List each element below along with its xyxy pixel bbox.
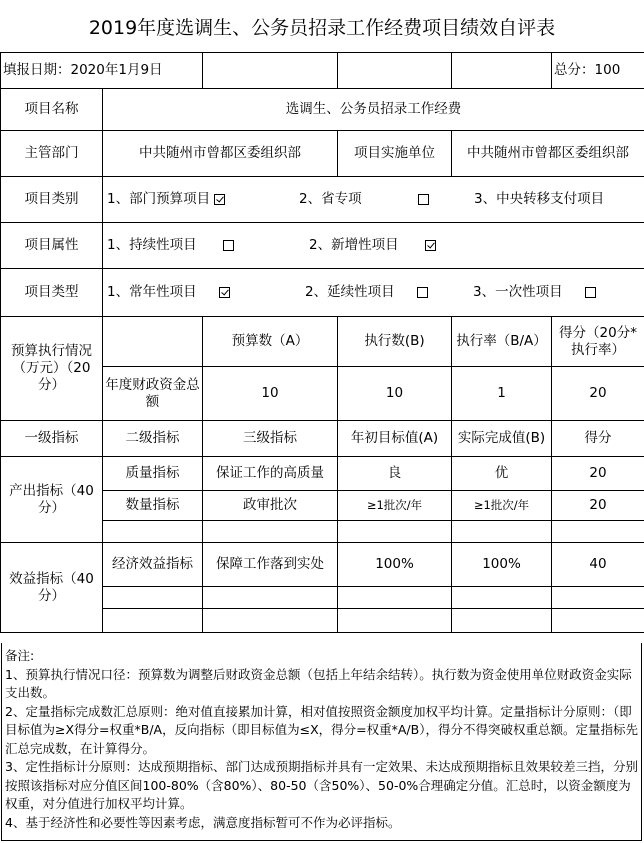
fill-date: 填报日期：2020年1月9日 xyxy=(1,53,203,89)
output-indicator-label: 产出指标（40分） xyxy=(1,457,103,543)
category-option-2[interactable]: 2、省专项 xyxy=(299,191,474,208)
output-level2: 数量指标 xyxy=(103,491,203,521)
benefit-level3: 保障工作落到实处 xyxy=(203,543,338,587)
ind-head-target: 年初目标值(A) xyxy=(338,421,452,457)
benefit-indicator-label: 效益指标（40分） xyxy=(1,543,103,633)
output-level3: 保证工作的高质量 xyxy=(203,457,338,491)
type-option-1[interactable]: 1、常年性项目 xyxy=(107,284,305,301)
blank-cell xyxy=(103,587,203,609)
rate-value: 1 xyxy=(452,367,552,421)
budget-value: 10 xyxy=(203,367,338,421)
evaluation-table xyxy=(0,52,644,633)
checkbox-checked-icon[interactable] xyxy=(425,240,436,251)
output-actual: 优 xyxy=(452,457,552,491)
blank-cell xyxy=(452,53,552,89)
benefit-actual: 100% xyxy=(452,543,552,587)
blank-cell xyxy=(338,53,452,89)
blank-cell xyxy=(203,587,338,609)
output-level3: 政审批次 xyxy=(203,491,338,521)
note-line: 3、定性指标计分原则：达成预期指标、部门达成预期指标并具有一定效果、未达成预期指标且效果较差三挡，分别按照该指标对应分值区间100-80%（含80%）、80-50（含50%）、50-0%合理确定分值。汇总时，以资金额度为权重，对分值进行加权平均计算。 xyxy=(5,759,638,811)
output-level2: 质量指标 xyxy=(103,457,203,491)
ind-head-level2: 二级指标 xyxy=(103,421,203,457)
blank-cell xyxy=(552,587,644,609)
blank-cell xyxy=(452,609,552,633)
budget-col-score: 得分（20分*执行率） xyxy=(552,317,644,367)
blank-cell xyxy=(103,317,203,367)
budget-col-exec: 执行数(B) xyxy=(338,317,452,367)
blank-cell xyxy=(338,587,452,609)
exec-value: 10 xyxy=(338,367,452,421)
notes-section xyxy=(1,643,642,841)
output-actual: ≥1批次/年 xyxy=(452,491,552,521)
checkbox-checked-icon[interactable] xyxy=(219,287,230,298)
ind-head-level3: 三级指标 xyxy=(203,421,338,457)
attribute-option-2[interactable]: 2、新增性项目 xyxy=(309,237,436,254)
blank-cell xyxy=(338,609,452,633)
note-line: 4、基于经济性和必要性等因素考虑，满意度指标暂可不作为必评指标。 xyxy=(5,814,401,830)
impl-value: 中共随州市曾都区委组织部 xyxy=(452,131,644,177)
blank-cell xyxy=(103,609,203,633)
checkbox-checked-icon[interactable] xyxy=(214,194,225,205)
ind-head-score: 得分 xyxy=(552,421,644,457)
output-score: 20 xyxy=(552,491,644,521)
checkbox-icon[interactable] xyxy=(585,287,596,298)
attribute-option-1[interactable]: 1、持续性项目 xyxy=(107,237,309,254)
benefit-level2: 经济效益指标 xyxy=(103,543,203,587)
ind-head-actual: 实际完成值(B) xyxy=(452,421,552,457)
checkbox-icon[interactable] xyxy=(417,287,428,298)
note-line: 2、定量指标完成数汇总原则：绝对值直接累加计算，相对值按照资金额度加权平均计算。定量指标计分原则：（即目标值为≥X得分=权重*B/A，反向指标（即目标值为≤X，得分=权重*A/B），得分不得突破权重总额。定量指标先汇总完成数，在计算得分。 xyxy=(5,703,638,756)
budget-label: 预算执行情况（万元）（20分） xyxy=(1,317,103,421)
attribute-label: 项目属性 xyxy=(1,223,103,269)
score-value: 20 xyxy=(552,367,644,421)
category-options xyxy=(103,177,644,223)
checkbox-icon[interactable] xyxy=(223,240,234,251)
budget-col-rate: 执行率（B/A） xyxy=(452,317,552,367)
output-score: 20 xyxy=(552,457,644,491)
type-options xyxy=(103,269,644,317)
total-score: 总分：100 xyxy=(552,53,644,89)
dept-label: 主管部门 xyxy=(1,131,103,177)
category-option-1[interactable]: 1、部门预算项目 xyxy=(107,191,299,208)
type-option-3[interactable]: 3、一次性项目 xyxy=(473,284,596,301)
form-title: 2019年度选调生、公务员招录工作经费项目绩效自评表 xyxy=(88,16,556,39)
category-label: 项目类别 xyxy=(1,177,103,223)
blank-cell xyxy=(552,521,644,543)
notes-title: 备注: xyxy=(5,648,35,663)
blank-cell xyxy=(452,587,552,609)
budget-row-label: 年度财政资金总额 xyxy=(103,367,203,421)
blank-cell xyxy=(552,609,644,633)
ind-head-level1: 一级指标 xyxy=(1,421,103,457)
benefit-target: 100% xyxy=(338,543,452,587)
blank-cell xyxy=(452,521,552,543)
note-line: 1、预算执行情况口径：预算数为调整后财政资金总额（包括上年结余结转）。执行数为资金使用单位财政资金实际支出数。 xyxy=(5,666,632,700)
type-label: 项目类型 xyxy=(1,269,103,317)
blank-cell xyxy=(203,521,338,543)
impl-label: 项目实施单位 xyxy=(338,131,452,177)
checkbox-icon[interactable] xyxy=(418,194,429,205)
budget-col-budget: 预算数（A） xyxy=(203,317,338,367)
category-option-3[interactable]: 3、中央转移支付项目 xyxy=(474,191,605,208)
dept-value: 中共随州市曾都区委组织部 xyxy=(103,131,338,177)
blank-cell xyxy=(203,53,338,89)
attribute-options xyxy=(103,223,644,269)
type-option-2[interactable]: 2、延续性项目 xyxy=(305,284,473,301)
project-name-label: 项目名称 xyxy=(1,89,103,131)
blank-cell xyxy=(203,609,338,633)
blank-cell xyxy=(103,521,203,543)
benefit-score: 40 xyxy=(552,543,644,587)
blank-cell xyxy=(338,521,452,543)
output-target: ≥1批次/年 xyxy=(338,491,452,521)
output-target: 良 xyxy=(338,457,452,491)
project-name-value: 选调生、公务员招录工作经费 xyxy=(103,89,644,131)
